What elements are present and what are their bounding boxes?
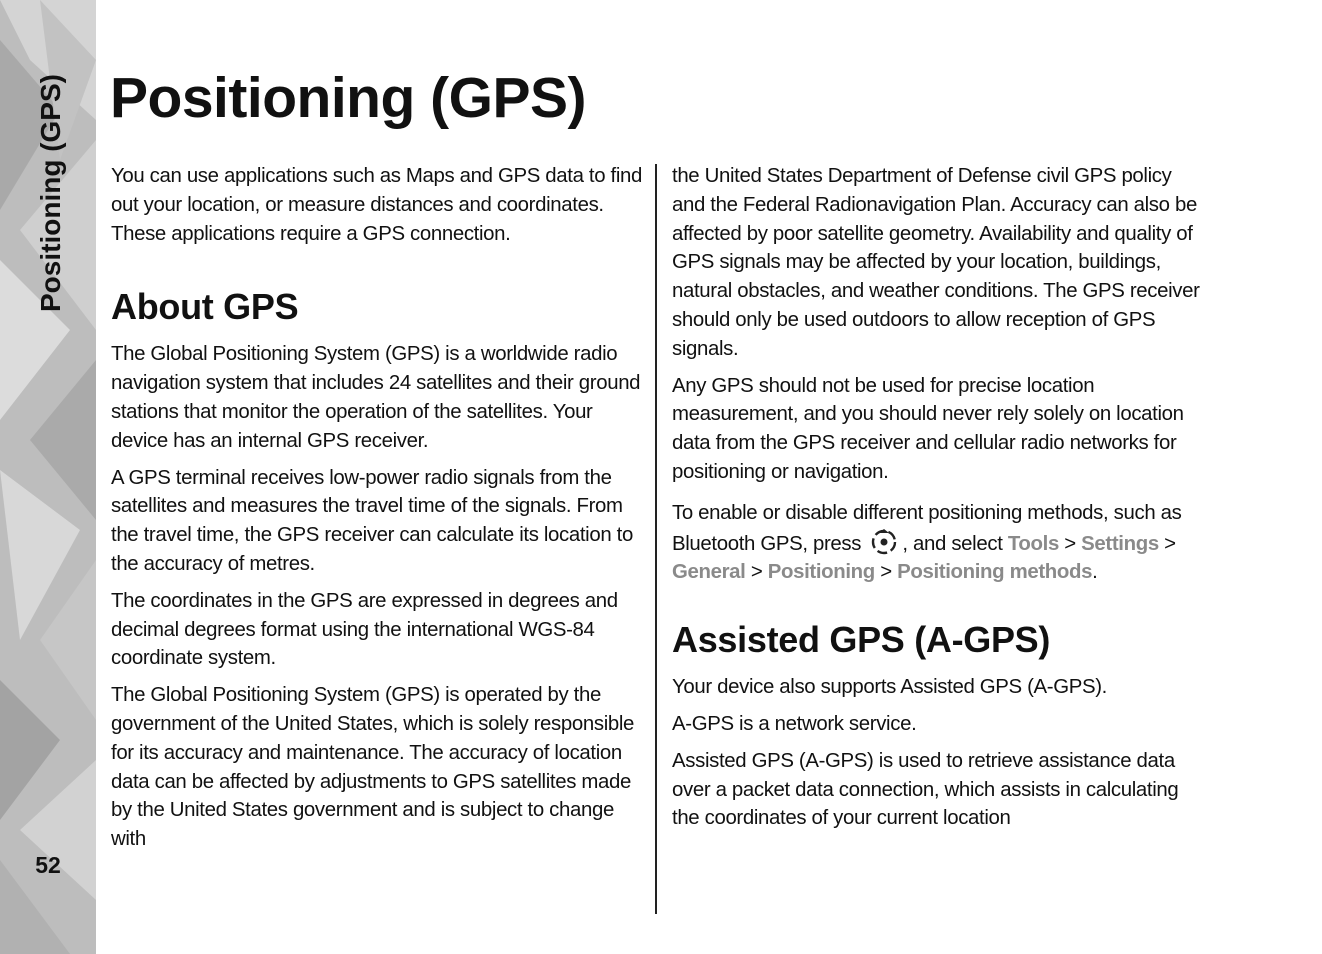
enable-methods-paragraph: [672, 499, 1208, 587]
menu-settings: Settings: [1081, 532, 1159, 555]
agps-paragraph-1: Your device also supports Assisted GPS (A-GPS).: [672, 676, 1107, 699]
right-column: [672, 162, 1208, 841]
menu-separator: >: [880, 561, 892, 584]
menu-separator: >: [1064, 532, 1076, 555]
warning-paragraph: Any GPS should not be used for precise location measurement, and you should never rely solely on location data from the GPS receiver and cellular radio networks for positioning or navigation.: [672, 374, 1184, 483]
left-column: [111, 162, 647, 862]
page-number: 52: [35, 852, 61, 878]
menu-tools: Tools: [1007, 532, 1059, 555]
menu-separator: >: [750, 561, 763, 584]
menu-general: General: [672, 561, 746, 584]
about-paragraph-2: A GPS terminal receives low-power radio signals from the satellites and measures the travel time of the signals. From the travel time, the GPS receiver can calculate its location to the accuracy of metres.: [111, 466, 633, 575]
menu-key-icon: [870, 528, 898, 556]
menu-positioning-methods: Positioning methods: [897, 561, 1093, 584]
assisted-gps-heading: Assisted GPS (A-GPS): [672, 619, 1051, 661]
continuation-paragraph: the United States Department of Defense civil GPS policy and the Federal Radionavigation Plan. Accuracy can also be affected by poor satellite geometry. Availability and quality of GPS signals may be affected by your location, buildings, natural obstacles, and weather conditions. The GPS receiver should only be used outdoors to allow reception of GPS signals.: [672, 165, 1200, 360]
section-title: Positioning (GPS): [35, 74, 66, 312]
menu-separator: >: [1164, 532, 1176, 555]
enable-text-start: To enable or disable different positioning methods, such as Bluetooth GPS, press: [672, 501, 1182, 555]
about-paragraph-1: The Global Positioning System (GPS) is a worldwide radio navigation system that includes 24 satellites and their ground stations that monitor the operation of the satellites. Your device has an internal GPS receiver.: [111, 343, 641, 452]
intro-paragraph: You can use applications such as Maps and GPS data to find out your location, or measure distances and coordinates. These applications require a GPS connection.: [111, 165, 642, 245]
about-paragraph-3: The coordinates in the GPS are expressed in degrees and decimal degrees format using the international WGS-84 coordinate system.: [111, 589, 618, 670]
page-title: Positioning (GPS): [110, 66, 586, 130]
menu-positioning: Positioning: [767, 561, 875, 584]
enable-text-end: .: [1092, 561, 1098, 584]
about-gps-heading: About GPS: [111, 286, 299, 328]
agps-paragraph-3: Assisted GPS (A-GPS) is used to retrieve assistance data over a packet data connection, which assists in calculating the coordinates of your current location: [672, 749, 1179, 830]
agps-paragraph-2: A-GPS is a network service.: [672, 712, 917, 735]
enable-text-after-icon: , and select: [902, 532, 1003, 555]
section-sidebar: [0, 0, 96, 954]
column-divider: [655, 164, 657, 914]
about-paragraph-4: The Global Positioning System (GPS) is operated by the government of the United States, which is solely responsible for its accuracy and maintenance. The accuracy of location data can be affected by adjustments to GPS satellites made by the United States government and is subject to change with: [111, 684, 635, 851]
